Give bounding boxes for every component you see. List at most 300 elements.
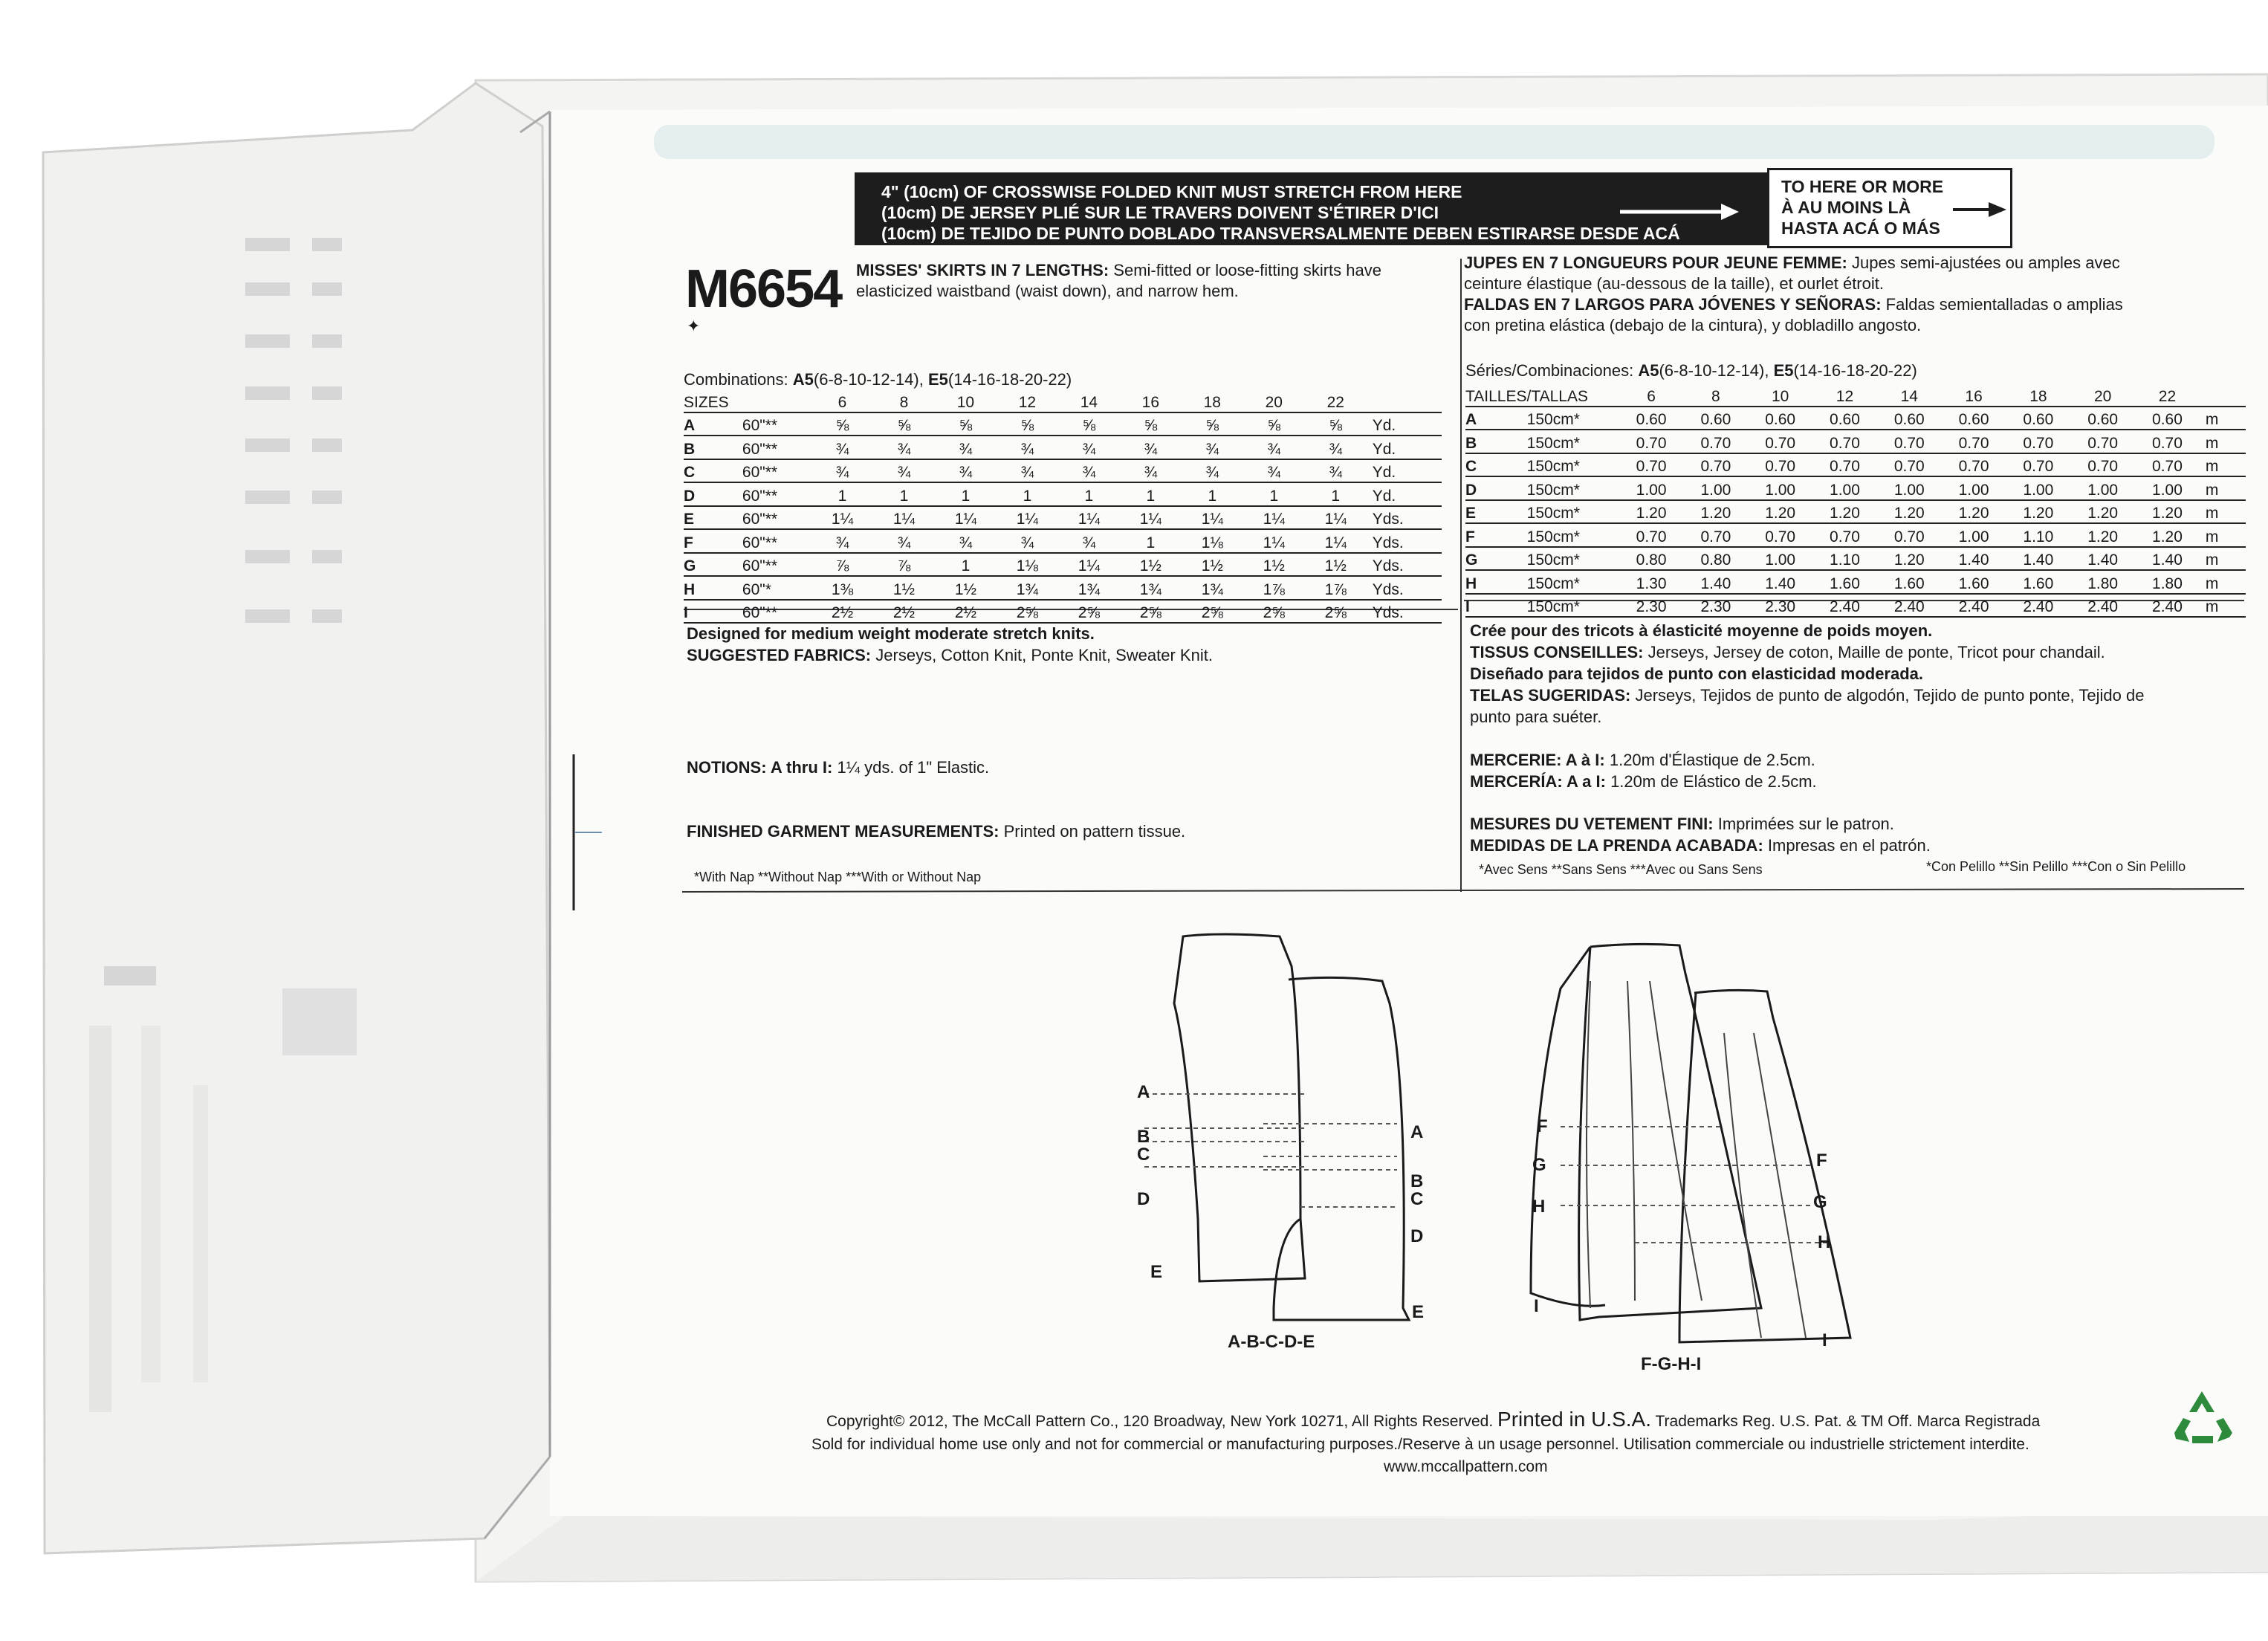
yardage-unit: Yd. bbox=[1367, 459, 1442, 483]
yardage-value: 2⅝ bbox=[1305, 600, 1367, 624]
size-header: 20 bbox=[2070, 383, 2135, 407]
yardage-value: ⅞ bbox=[873, 553, 935, 577]
size-header: 14 bbox=[1058, 389, 1120, 412]
view-letter: C bbox=[684, 459, 742, 483]
yardage-value: ¾ bbox=[1058, 459, 1120, 483]
yardage-value: 1.20 bbox=[1748, 500, 1812, 524]
yardage-value: 0.70 bbox=[2070, 453, 2135, 477]
yardage-value: 0.70 bbox=[1748, 430, 1812, 453]
yardage-value: 0.70 bbox=[2006, 453, 2070, 477]
es-desc-line2: con pretina elástica (debajo de la cintura), y dobladillo angosto. bbox=[1464, 316, 1922, 334]
arrow-right-icon bbox=[1620, 202, 1739, 221]
yardage-value: 1½ bbox=[1243, 553, 1305, 577]
table-row bbox=[1465, 430, 2246, 453]
table-row bbox=[1465, 476, 2246, 500]
yardage-value: 2½ bbox=[935, 600, 997, 624]
yardage-unit: Yds. bbox=[1367, 576, 1442, 600]
fabric-width: 60"** bbox=[742, 600, 811, 624]
yardage-value: 1 bbox=[997, 482, 1058, 506]
yardage-value: ⅝ bbox=[997, 412, 1058, 436]
yardage-value: 1.20 bbox=[2135, 523, 2200, 547]
table-row bbox=[1465, 453, 2246, 477]
size-header: 14 bbox=[1877, 383, 1942, 407]
designed-for: Designed for medium weight moderate stretch knits. bbox=[687, 624, 1095, 643]
yardage-value: 0.60 bbox=[2070, 407, 2135, 430]
yardage-value: 1.60 bbox=[1877, 570, 1942, 594]
yardage-value: 0.70 bbox=[2006, 430, 2070, 453]
yardage-value: ¾ bbox=[1243, 436, 1305, 459]
yardage-value: ⅝ bbox=[935, 412, 997, 436]
size-header: 12 bbox=[1812, 383, 1877, 407]
yardage-value: 1.00 bbox=[1942, 523, 2006, 547]
yardage-value: ¾ bbox=[1058, 529, 1120, 553]
yardage-unit: m bbox=[2200, 570, 2246, 594]
yardage-value: ¾ bbox=[935, 529, 997, 553]
yardage-value: 1.10 bbox=[1812, 547, 1877, 571]
yardage-value: 1¼ bbox=[1305, 506, 1367, 530]
pattern-number: M6654 bbox=[685, 259, 842, 319]
view-letter: H bbox=[684, 576, 742, 600]
view-letter: C bbox=[1465, 453, 1527, 477]
fabric-width: 150cm* bbox=[1527, 407, 1619, 430]
fabric-width: 150cm* bbox=[1527, 500, 1619, 524]
yardage-value: ¾ bbox=[1182, 436, 1243, 459]
banner-line: (10cm) DE JERSEY PLIÉ SUR LE TRAVERS DOIVENT S'ÉTIRER D'ICI bbox=[881, 203, 1439, 222]
yardage-value: 0.60 bbox=[2135, 407, 2200, 430]
yardage-value: 0.70 bbox=[1877, 430, 1942, 453]
label-F-right: F bbox=[1816, 1150, 1827, 1171]
yardage-value: 0.60 bbox=[1812, 407, 1877, 430]
es-desc-line1: Faldas semientalladas o amplias bbox=[1885, 295, 2123, 314]
yardage-value: 1.00 bbox=[1877, 476, 1942, 500]
yardage-value: 1.00 bbox=[1619, 476, 1684, 500]
table-row bbox=[684, 553, 1442, 577]
yardage-value: 1¼ bbox=[1243, 529, 1305, 553]
fabric-width: 150cm* bbox=[1527, 570, 1619, 594]
yardage-value: 2.40 bbox=[2135, 594, 2200, 618]
yardage-value: 1.20 bbox=[1812, 500, 1877, 524]
printed-in: Printed in U.S.A. bbox=[1497, 1408, 1651, 1431]
usage-notice: Sold for individual home use only and not for commercial or manufacturing purposes./Reserve à un usage personnel. Utilisation commerciale ou industrielle strictement interdite. bbox=[811, 1436, 2029, 1453]
label-G-right: G bbox=[1813, 1192, 1827, 1212]
size-header: 10 bbox=[1748, 383, 1812, 407]
yardage-value: 1.40 bbox=[1942, 547, 2006, 571]
yardage-value: ¾ bbox=[1305, 436, 1367, 459]
yardage-value: 2⅝ bbox=[1243, 600, 1305, 624]
yardage-unit: Yds. bbox=[1367, 529, 1442, 553]
yardage-value: 1½ bbox=[873, 576, 935, 600]
fabric-width: 60"** bbox=[742, 482, 811, 506]
yardage-unit: m bbox=[2200, 547, 2246, 571]
view-letter: A bbox=[684, 412, 742, 436]
fr-combinations: Séries/Combinaciones: A5(6-8-10-12-14), E5(14-16-18-20-22) bbox=[1465, 361, 1917, 380]
yardage-value: ¾ bbox=[997, 529, 1058, 553]
yardage-value: 1.00 bbox=[1942, 476, 2006, 500]
yardage-value: 0.70 bbox=[1812, 453, 1877, 477]
table-row bbox=[684, 529, 1442, 553]
yardage-value: 1¼ bbox=[997, 506, 1058, 530]
yardage-value: 2.40 bbox=[2006, 594, 2070, 618]
yardage-value: ¾ bbox=[1305, 459, 1367, 483]
diamond-icon: ✦ bbox=[687, 317, 701, 335]
yardage-value: 1.40 bbox=[2135, 547, 2200, 571]
yardage-unit: Yd. bbox=[1367, 482, 1442, 506]
view-letter: E bbox=[684, 506, 742, 530]
yardage-value: ⅝ bbox=[1058, 412, 1120, 436]
size-header: 8 bbox=[873, 389, 935, 412]
english-notions: NOTIONS: A thru I: 1¼ yds. of 1" Elastic. bbox=[687, 758, 990, 777]
yardage-value: 1⅜ bbox=[811, 576, 873, 600]
yardage-value: 1¼ bbox=[1120, 506, 1182, 530]
table-row bbox=[1465, 523, 2246, 547]
caption-straight: A-B-C-D-E bbox=[1228, 1332, 1315, 1352]
yardage-value: 1.60 bbox=[1812, 570, 1877, 594]
table-row bbox=[1465, 594, 2246, 618]
yardage-unit: m bbox=[2200, 594, 2246, 618]
yardage-value: 1¾ bbox=[1058, 576, 1120, 600]
banner-right-line: HASTA ACÁ O MÁS bbox=[1781, 219, 1940, 238]
yardage-value: ⅝ bbox=[1182, 412, 1243, 436]
fr-desc-line1: Jupes semi-ajustées ou amples avec bbox=[1852, 253, 2120, 272]
table-row bbox=[1465, 547, 2246, 571]
yardage-value: 0.70 bbox=[1942, 430, 2006, 453]
fabric-width: 150cm* bbox=[1527, 430, 1619, 453]
yardage-value: 0.70 bbox=[1619, 523, 1684, 547]
fabric-width: 60"** bbox=[742, 529, 811, 553]
yardage-value: 1½ bbox=[1182, 553, 1243, 577]
table-row bbox=[684, 482, 1442, 506]
yardage-unit: m bbox=[2200, 407, 2246, 430]
yardage-unit: Yds. bbox=[1367, 600, 1442, 624]
yardage-unit: m bbox=[2200, 453, 2246, 477]
size-header: 6 bbox=[1619, 383, 1684, 407]
fabric-width: 60"* bbox=[742, 576, 811, 600]
es-nap-note: *Con Pelillo **Sin Pelillo ***Con o Sin Pelillo bbox=[1926, 859, 2186, 874]
yardage-value: ⅝ bbox=[1120, 412, 1182, 436]
yardage-value: ¾ bbox=[811, 529, 873, 553]
label-C-right: C bbox=[1410, 1189, 1424, 1209]
banner-right-line: À AU MOINS LÀ bbox=[1781, 198, 1911, 217]
yardage-value: 0.70 bbox=[1683, 453, 1748, 477]
skirt-line-drawings bbox=[1115, 922, 1858, 1368]
fabric-width: 150cm* bbox=[1527, 476, 1619, 500]
size-header: 18 bbox=[2006, 383, 2070, 407]
fr-es-fabrics: Crée pour des tricots à élasticité moyenne de poids moyen. TISSUS CONSEILLES: Jerseys, Jersey de coton, Maille de ponte, Tricot pour chandail. Diseñado para tejidos de punto con elasticidad moderada. TELAS SUGERIDAS: Jerseys, Tejidos de punto de algodón, Tejido de punto ponte, Tejido de punto para suéter. bbox=[1470, 621, 2145, 726]
size-header-row bbox=[1465, 383, 2246, 407]
size-header: 6 bbox=[811, 389, 873, 412]
yardage-value: ¾ bbox=[1120, 459, 1182, 483]
fabric-width: 60"** bbox=[742, 553, 811, 577]
english-description bbox=[856, 260, 1381, 302]
yardage-value: 0.70 bbox=[2135, 453, 2200, 477]
yardage-value: ¾ bbox=[935, 459, 997, 483]
yardage-value: 2½ bbox=[811, 600, 873, 624]
yardage-value: 1.00 bbox=[1748, 476, 1812, 500]
label-G-left: G bbox=[1532, 1155, 1546, 1175]
yardage-value: 1.60 bbox=[1942, 570, 2006, 594]
yardage-value: 1⅛ bbox=[997, 553, 1058, 577]
yardage-value: 1 bbox=[873, 482, 935, 506]
yardage-value: 0.70 bbox=[1812, 430, 1877, 453]
size-header: 8 bbox=[1683, 383, 1748, 407]
yardage-value: 1.00 bbox=[2135, 476, 2200, 500]
yardage-value: 1⅛ bbox=[1182, 529, 1243, 553]
yardage-value: 1.40 bbox=[2070, 547, 2135, 571]
yardage-value: ¾ bbox=[1182, 459, 1243, 483]
yardage-value: 1¾ bbox=[1120, 576, 1182, 600]
yardage-value: ⅝ bbox=[1243, 412, 1305, 436]
view-letter: G bbox=[1465, 547, 1527, 571]
yardage-value: 1 bbox=[1120, 529, 1182, 553]
caption-flared: F-G-H-I bbox=[1641, 1354, 1702, 1374]
yardage-value: 1.20 bbox=[1619, 500, 1684, 524]
size-header: 18 bbox=[1182, 389, 1243, 412]
label-B-right: B bbox=[1410, 1171, 1424, 1191]
yardage-value: 1 bbox=[1058, 482, 1120, 506]
yardage-unit: m bbox=[2200, 430, 2246, 453]
size-header-row bbox=[684, 389, 1442, 412]
yardage-unit: m bbox=[2200, 500, 2246, 524]
fabric-width: 60"** bbox=[742, 436, 811, 459]
sizes-label: TAILLES/TALLAS bbox=[1465, 383, 1619, 407]
size-header: 20 bbox=[1243, 389, 1305, 412]
table-row bbox=[684, 576, 1442, 600]
fr-desc-line2: ceinture élastique (au-dessous de la taille), et ourlet étroit. bbox=[1464, 274, 1884, 293]
yardage-value: 2⅝ bbox=[1120, 600, 1182, 624]
yardage-value: 1¼ bbox=[935, 506, 997, 530]
yardage-value: 1 bbox=[1243, 482, 1305, 506]
arrow-right-icon bbox=[1953, 201, 2006, 219]
view-letter: H bbox=[1465, 570, 1527, 594]
yardage-value: 1.20 bbox=[2006, 500, 2070, 524]
label-D-right: D bbox=[1410, 1226, 1424, 1246]
es-title: FALDAS EN 7 LARGOS PARA JÓVENES Y SEÑORAS: bbox=[1464, 295, 1882, 314]
yardage-value: 1¾ bbox=[997, 576, 1058, 600]
label-E-left: E bbox=[1150, 1262, 1163, 1282]
yardage-value: 1¼ bbox=[1058, 506, 1120, 530]
yardage-value: 2.30 bbox=[1619, 594, 1684, 618]
yardage-value: 1.80 bbox=[2070, 570, 2135, 594]
yardage-value: 1½ bbox=[935, 576, 997, 600]
yardage-value: ⅝ bbox=[873, 412, 935, 436]
yardage-value: 1¼ bbox=[1182, 506, 1243, 530]
view-letter: D bbox=[1465, 476, 1527, 500]
yardage-value: 0.80 bbox=[1683, 547, 1748, 571]
size-header: 22 bbox=[2135, 383, 2200, 407]
size-header: 16 bbox=[1120, 389, 1182, 412]
yardage-value: 1 bbox=[935, 482, 997, 506]
yardage-value: 1⅞ bbox=[1305, 576, 1367, 600]
yardage-value: 0.80 bbox=[1619, 547, 1684, 571]
fabric-width: 150cm* bbox=[1527, 523, 1619, 547]
yardage-value: 2⅝ bbox=[1182, 600, 1243, 624]
fabric-width: 150cm* bbox=[1527, 453, 1619, 477]
view-letter: F bbox=[1465, 523, 1527, 547]
yardage-value: 2.40 bbox=[2070, 594, 2135, 618]
yardage-value: ¾ bbox=[873, 459, 935, 483]
yardage-value: 1¼ bbox=[873, 506, 935, 530]
yardage-value: 2⅝ bbox=[997, 600, 1058, 624]
view-letter: E bbox=[1465, 500, 1527, 524]
unit-header bbox=[1367, 389, 1442, 412]
sizes-label: SIZES bbox=[684, 389, 811, 412]
yardage-value: 2⅝ bbox=[1058, 600, 1120, 624]
label-A-left: A bbox=[1137, 1082, 1150, 1102]
yardage-unit: Yds. bbox=[1367, 553, 1442, 577]
yardage-value: 1.40 bbox=[2006, 547, 2070, 571]
yardage-value: 1.10 bbox=[2006, 523, 2070, 547]
label-H-left: H bbox=[1532, 1197, 1546, 1217]
yardage-value: 1¼ bbox=[1243, 506, 1305, 530]
yardage-value: 2.40 bbox=[1877, 594, 1942, 618]
yardage-value: 0.70 bbox=[1683, 523, 1748, 547]
fr-es-notions: MERCERIE: A à I: 1.20m d'Élastique de 2.5cm. MERCERÍA: A a I: 1.20m de Elástico de 2.5cm. bbox=[1470, 751, 1817, 791]
yardage-value: 0.60 bbox=[1683, 407, 1748, 430]
label-D-left: D bbox=[1137, 1189, 1150, 1209]
yardage-value: 1 bbox=[1120, 482, 1182, 506]
yardage-value: ⅝ bbox=[1305, 412, 1367, 436]
yardage-value: ¾ bbox=[997, 459, 1058, 483]
table-row bbox=[684, 459, 1442, 483]
website: www.mccallpattern.com bbox=[1384, 1458, 1548, 1475]
trademarks: Trademarks Reg. U.S. Pat. & TM Off. Marca Registrada bbox=[1655, 1413, 2041, 1430]
fr-nap-note: *Avec Sens **Sans Sens ***Avec ou Sans Sens bbox=[1479, 862, 1763, 877]
yardage-value: 1¼ bbox=[1305, 529, 1367, 553]
yardage-value: 1.20 bbox=[1942, 500, 2006, 524]
yardage-value: ⅞ bbox=[811, 553, 873, 577]
yardage-value: 1 bbox=[811, 482, 873, 506]
yardage-value: 0.70 bbox=[1942, 453, 2006, 477]
yardage-value: 1¼ bbox=[811, 506, 873, 530]
yardage-value: 2.40 bbox=[1812, 594, 1877, 618]
yardage-unit: m bbox=[2200, 476, 2246, 500]
yardage-unit: Yds. bbox=[1367, 506, 1442, 530]
yardage-value: 0.70 bbox=[1748, 453, 1812, 477]
yardage-value: 2.30 bbox=[1748, 594, 1812, 618]
yardage-unit: Yd. bbox=[1367, 412, 1442, 436]
table-row bbox=[684, 600, 1442, 624]
recycle-icon bbox=[2170, 1388, 2234, 1448]
label-I-right: I bbox=[1822, 1330, 1827, 1350]
yardage-value: 1 bbox=[1182, 482, 1243, 506]
size-header: 16 bbox=[1942, 383, 2006, 407]
yardage-value: ¾ bbox=[1243, 459, 1305, 483]
english-fabrics: Designed for medium weight moderate stretch knits. SUGGESTED FABRICS: Jerseys, Cotton Knit, Ponte Knit, Sweater Knit. bbox=[687, 624, 1213, 664]
view-letter: I bbox=[684, 600, 742, 624]
yardage-value: ¾ bbox=[811, 436, 873, 459]
yardage-value: 0.60 bbox=[1748, 407, 1812, 430]
table-row bbox=[1465, 407, 2246, 430]
yardage-value: 1.30 bbox=[1619, 570, 1684, 594]
yardage-unit: Yd. bbox=[1367, 436, 1442, 459]
fabric-width: 60"** bbox=[742, 412, 811, 436]
yardage-value: 0.70 bbox=[1748, 523, 1812, 547]
view-letter: A bbox=[1465, 407, 1527, 430]
yardage-value: 1¼ bbox=[1058, 553, 1120, 577]
yardage-value: ¾ bbox=[873, 436, 935, 459]
yardage-value: 1.80 bbox=[2135, 570, 2200, 594]
yardage-value: 2.30 bbox=[1683, 594, 1748, 618]
table-row bbox=[1465, 500, 2246, 524]
english-desc-line2: elasticized waistband (waist down), and narrow hem. bbox=[856, 282, 1239, 300]
fabric-width: 150cm* bbox=[1527, 594, 1619, 618]
unit-header bbox=[2200, 383, 2246, 407]
yardage-value: 0.60 bbox=[1619, 407, 1684, 430]
english-title: MISSES' SKIRTS IN 7 LENGTHS: bbox=[856, 261, 1109, 279]
yardage-value: ¾ bbox=[1120, 436, 1182, 459]
yardage-value: 1.00 bbox=[2006, 476, 2070, 500]
english-combinations: Combinations: A5(6-8-10-12-14), E5(14-16-18-20-22) bbox=[684, 370, 1072, 389]
view-letter: B bbox=[684, 436, 742, 459]
yardage-value: 0.60 bbox=[1942, 407, 2006, 430]
yardage-value: 1½ bbox=[1120, 553, 1182, 577]
label-E-right: E bbox=[1412, 1302, 1425, 1322]
label-A-right: A bbox=[1410, 1122, 1424, 1142]
yardage-value: 1 bbox=[1305, 482, 1367, 506]
yardage-value: 1.20 bbox=[1683, 500, 1748, 524]
yardage-value: 1½ bbox=[1305, 553, 1367, 577]
yardage-value: 1 bbox=[935, 553, 997, 577]
yardage-value: 0.70 bbox=[1619, 453, 1684, 477]
view-letter: G bbox=[684, 553, 742, 577]
view-letter: D bbox=[684, 482, 742, 506]
yardage-value: 0.60 bbox=[2006, 407, 2070, 430]
english-yardage-table bbox=[684, 389, 1442, 624]
yardage-value: 0.60 bbox=[1877, 407, 1942, 430]
yardage-value: 0.70 bbox=[1619, 430, 1684, 453]
yardage-value: 1.40 bbox=[1748, 570, 1812, 594]
french-spanish-description bbox=[1464, 253, 2123, 336]
fabric-width: 150cm* bbox=[1527, 547, 1619, 571]
view-letter: B bbox=[1465, 430, 1527, 453]
yardage-value: 1¾ bbox=[1182, 576, 1243, 600]
nap-note: *With Nap **Without Nap ***With or Without Nap bbox=[694, 870, 982, 884]
label-B-left: B bbox=[1137, 1127, 1150, 1147]
view-letter: I bbox=[1465, 594, 1527, 618]
fabric-width: 60"** bbox=[742, 459, 811, 483]
table-row bbox=[684, 506, 1442, 530]
label-H-right: H bbox=[1818, 1232, 1831, 1252]
banner-line: (10cm) DE TEJIDO DE PUNTO DOBLADO TRANSVERSALMENTE DEBEN ESTIRARSE DESDE ACÁ bbox=[881, 224, 1680, 243]
yardage-value: 0.70 bbox=[2070, 430, 2135, 453]
table-row bbox=[684, 436, 1442, 459]
yardage-value: 1.00 bbox=[2070, 476, 2135, 500]
table-row bbox=[684, 412, 1442, 436]
yardage-value: ¾ bbox=[811, 459, 873, 483]
yardage-value: 0.70 bbox=[1877, 523, 1942, 547]
table-row bbox=[1465, 570, 2246, 594]
banner-right-line: TO HERE OR MORE bbox=[1781, 177, 1944, 196]
yardage-unit: m bbox=[2200, 523, 2246, 547]
yardage-value: 0.70 bbox=[1812, 523, 1877, 547]
yardage-value: 0.70 bbox=[1683, 430, 1748, 453]
label-F-left: F bbox=[1537, 1116, 1548, 1136]
yardage-value: ¾ bbox=[873, 529, 935, 553]
yardage-value: 1.00 bbox=[1748, 547, 1812, 571]
yardage-value: 1.00 bbox=[1812, 476, 1877, 500]
yardage-value: 1.20 bbox=[2070, 500, 2135, 524]
yardage-value: 1.20 bbox=[1877, 547, 1942, 571]
yardage-value: 2½ bbox=[873, 600, 935, 624]
yardage-value: ¾ bbox=[935, 436, 997, 459]
banner-line: 4" (10cm) OF CROSSWISE FOLDED KNIT MUST STRETCH FROM HERE bbox=[881, 182, 1462, 201]
size-header: 10 bbox=[935, 389, 997, 412]
yardage-value: 1⅞ bbox=[1243, 576, 1305, 600]
yardage-value: ¾ bbox=[1058, 436, 1120, 459]
copyright-line: Copyright© 2012, The McCall Pattern Co., 120 Broadway, New York 10271, All Rights Reserved. Printed in U.S.A. Trademarks Reg. U.S. Pat. & TM Off. Marca Registrada bbox=[826, 1408, 2041, 1431]
label-C-left: C bbox=[1137, 1145, 1150, 1165]
yardage-value: 1.40 bbox=[1683, 570, 1748, 594]
